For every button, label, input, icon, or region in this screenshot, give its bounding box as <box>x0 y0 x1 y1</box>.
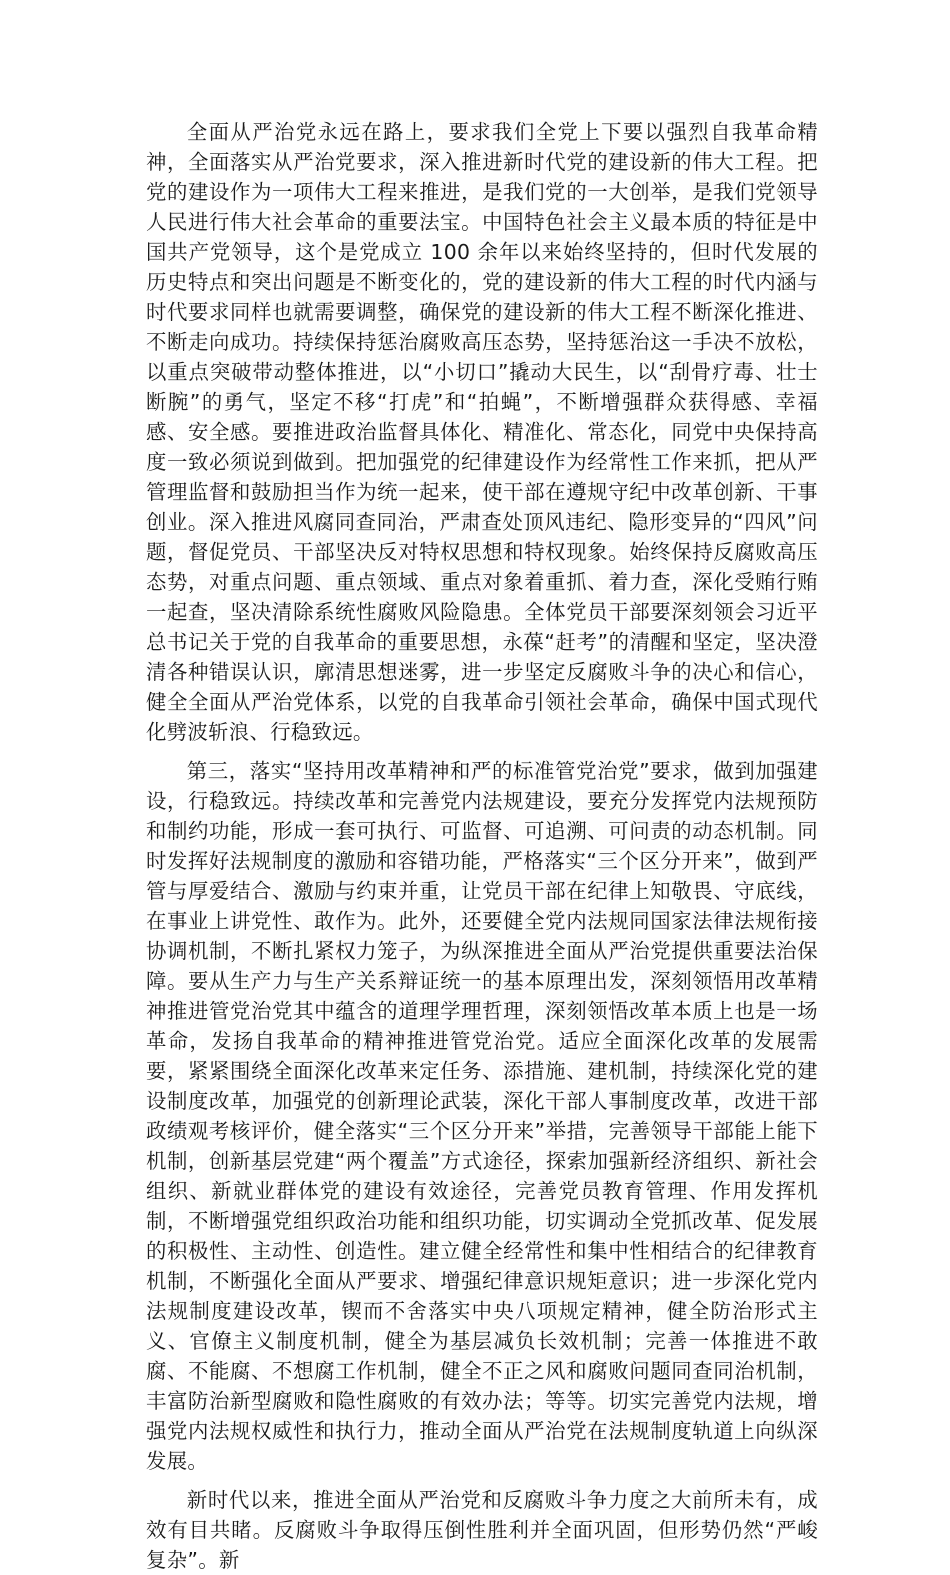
paragraph-new-era-anticorruption: 新时代以来，推进全面从严治党和反腐败斗争力度之大前所未有，成效有目共睹。反腐败斗争取得压倒性胜利并全面巩固，但形势仍然“严峻复杂”。新 <box>146 1488 818 1572</box>
paragraph-third-point-reform: 第三，落实“坚持用改革精神和严的标准管党治党”要求，做到加强建设，行稳致远。持续改革和完善党内法规建设，要充分发挥党内法规预防和制约功能，形成一套可执行、可监督、可追溯、可问责的动态机制。同时发挥好法规制度的激励和容错功能，严格落实“三个区分开来”，做到严管与厚爱结合、激励与约束并重，让党员干部在纪律上知敬畏、守底线，在事业上讲党性、敢作为。此外，还要健全党内法规同国家法律法规衔接协调机制，不断扎紧权力笼子，为纵深推进全面从严治党提供重要法治保障。要从生产力与生产关系辩证统一的基本原理出发，深刻领悟用改革精神推进管党治党其中蕴含的道理学理哲理，深刻领悟改革本质上也是一场革命，发扬自我革命的精神推进管党治党。适应全面深化改革的发展需要，紧紧围绕全面深化改革来定任务、添措施、建机制，持续深化党的建设制度改革，加强党的创新理论武装，深化干部人事制度改革，改进干部政绩观考核评价，健全落实“三个区分开来”举措，完善领导干部能上能下机制，创新基层党建“两个覆盖”方式途径，探索加强新经济组织、新社会组织、新就业群体党的建设有效途径，完善党员教育管理、作用发挥机制，不断增强党组织政治功能和组织功能，切实调动全党抓改革、促发展的积极性、主动性、创造性。建立健全经常性和集中性相结合的纪律教育机制，不断强化全面从严要求、增强纪律意识规矩意识；进一步深化党内法规制度建设改革，锲而不舍落实中央八项规定精神，健全防治形式主义、官僚主义制度机制，健全为基层减负长效机制；完善一体推进不敢腐、不能腐、不想腐工作机制，健全不正之风和腐败问题同查同治机制，丰富防治新型腐败和隐性腐败的有效办法；等等。切实完善党内法规，增强党内法规权威性和执行力，推动全面从严治党在法规制度轨道上向纵深发展。 <box>146 759 818 1473</box>
document-page <box>146 117 818 1575</box>
paragraph-strict-governance: 全面从严治党永远在路上，要求我们全党上下要以强烈自我革命精神，全面落实从严治党要求，深入推进新时代党的建设新的伟大工程。把党的建设作为一项伟大工程来推进，是我们党的一大创举，是我们党领导人民进行伟大社会革命的重要法宝。中国特色社会主义最本质的特征是中国共产党领导，这个是党成立 100 余年以来始终坚持的，但时代发展的历史特点和突出问题是不断变化的，党的建设新的伟大工程的时代内涵与时代要求同样也就需要调整，确保党的建设新的伟大工程不断深化推进、不断走向成功。持续保持惩治腐败高压态势，坚持惩治这一手决不放松，以重点突破带动整体推进，以“小切口”撬动大民生，以“刮骨疗毒、壮士断腕”的勇气，坚定不移“打虎”和“拍蝇”，不断增强群众获得感、幸福感、安全感。要推进政治监督具体化、精准化、常态化，同党中央保持高度一致必须说到做到。把加强党的纪律建设作为经常性工作来抓，把从严管理监督和鼓励担当作为统一起来，使干部在遵规守纪中改革创新、干事创业。深入推进风腐同查同治，严肃查处顶风违纪、隐形变异的“四风”问题，督促党员、干部坚决反对特权思想和特权现象。始终保持反腐败高压态势，对重点问题、重点领域、重点对象着重抓、着力查，深化受贿行贿一起查，坚决清除系统性腐败风险隐患。全体党员干部要深刻领会习近平总书记关于党的自我革命的重要思想，永葆“赶考”的清醒和坚定，坚决澄清各种错误认识，廓清思想迷雾，进一步坚定反腐败斗争的决心和信心，健全全面从严治党体系，以党的自我革命引领社会革命，确保中国式现代化劈波斩浪、行稳致远。 <box>146 120 818 744</box>
